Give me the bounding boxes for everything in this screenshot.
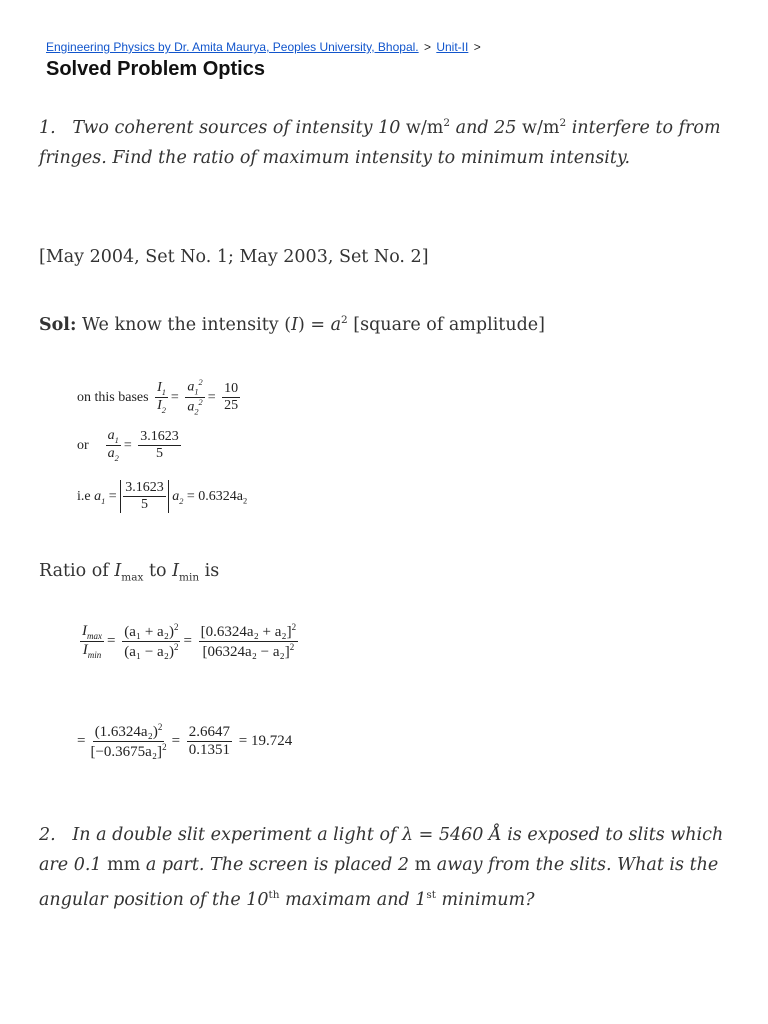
equation-amplitude-ratio: or $\frac{a_1}{a_2}$ = $\frac{3.1623}{5}$ — [77, 428, 179, 464]
breadcrumb-link-unit[interactable]: Unit-II — [436, 40, 469, 54]
breadcrumb — [46, 40, 483, 54]
question-1-text: and 25 — [450, 117, 522, 138]
breadcrumb-separator: > — [423, 40, 431, 54]
question-1-text: 1. Two coherent sources of intensity 10 — [39, 117, 406, 138]
solution-label: Sol: — [39, 314, 77, 335]
solution-intro: Sol: We know the intensity $(I) = a^2$ [square of amplitude] — [39, 314, 545, 335]
breadcrumb-link-book[interactable]: Engineering Physics by Dr. Amita Maurya, Peoples University, Bhopal. — [46, 40, 419, 54]
page-title: Solved Problem Optics — [46, 58, 265, 80]
question-1 — [39, 108, 729, 173]
question-1-text: interfere to from fringes. Find the ratio of maximum intensity to minimum intensity. — [39, 117, 721, 168]
unit-text: $w/m^2$ — [521, 117, 567, 138]
unit-text: $w/m^2$ — [405, 117, 451, 138]
question-2: 2. In a double slit experiment a light of λ = 5460 Å is exposed to slits which are 0.1 mm a part. The screen is placed 2 m away from the slits. What is the angular position of the 10th maximam and 1st minimum? — [39, 825, 724, 910]
equation-final-ratio: = $\frac{(1.6324a_2)^2}{[-0.3675a_2]^2}$ = $\frac{2.6647}{0.1351}$ = 19.724 — [77, 722, 293, 761]
equation-intensity-ratio: $\frac{I_{max}}{I_{min}}$ = $\frac{(a_1 + a_2)^2}{(a_1 - a_2)^2}$ = $\frac{[0.6324a_2 + a_2]^2}{[06324a_2 - a_2]^2}$ — [82, 622, 297, 661]
equation-amplitude: i.e $a_1$ = $\frac{3.1623}{5}$ $a_2 = 0.6324a_2$ — [77, 480, 248, 513]
ratio-text: Ratio of $I_{max}$ to $I_{min}$ is — [39, 561, 220, 584]
equation-bases: on this bases $\frac{I_1}{I_2}$ = $\frac{a_1^2}{a_2^2}$ = $\frac{10}{25}$ — [77, 378, 239, 417]
exam-reference: [May 2004, Set No. 1; May 2003, Set No. 2] — [39, 247, 429, 267]
breadcrumb-separator: > — [473, 40, 481, 54]
